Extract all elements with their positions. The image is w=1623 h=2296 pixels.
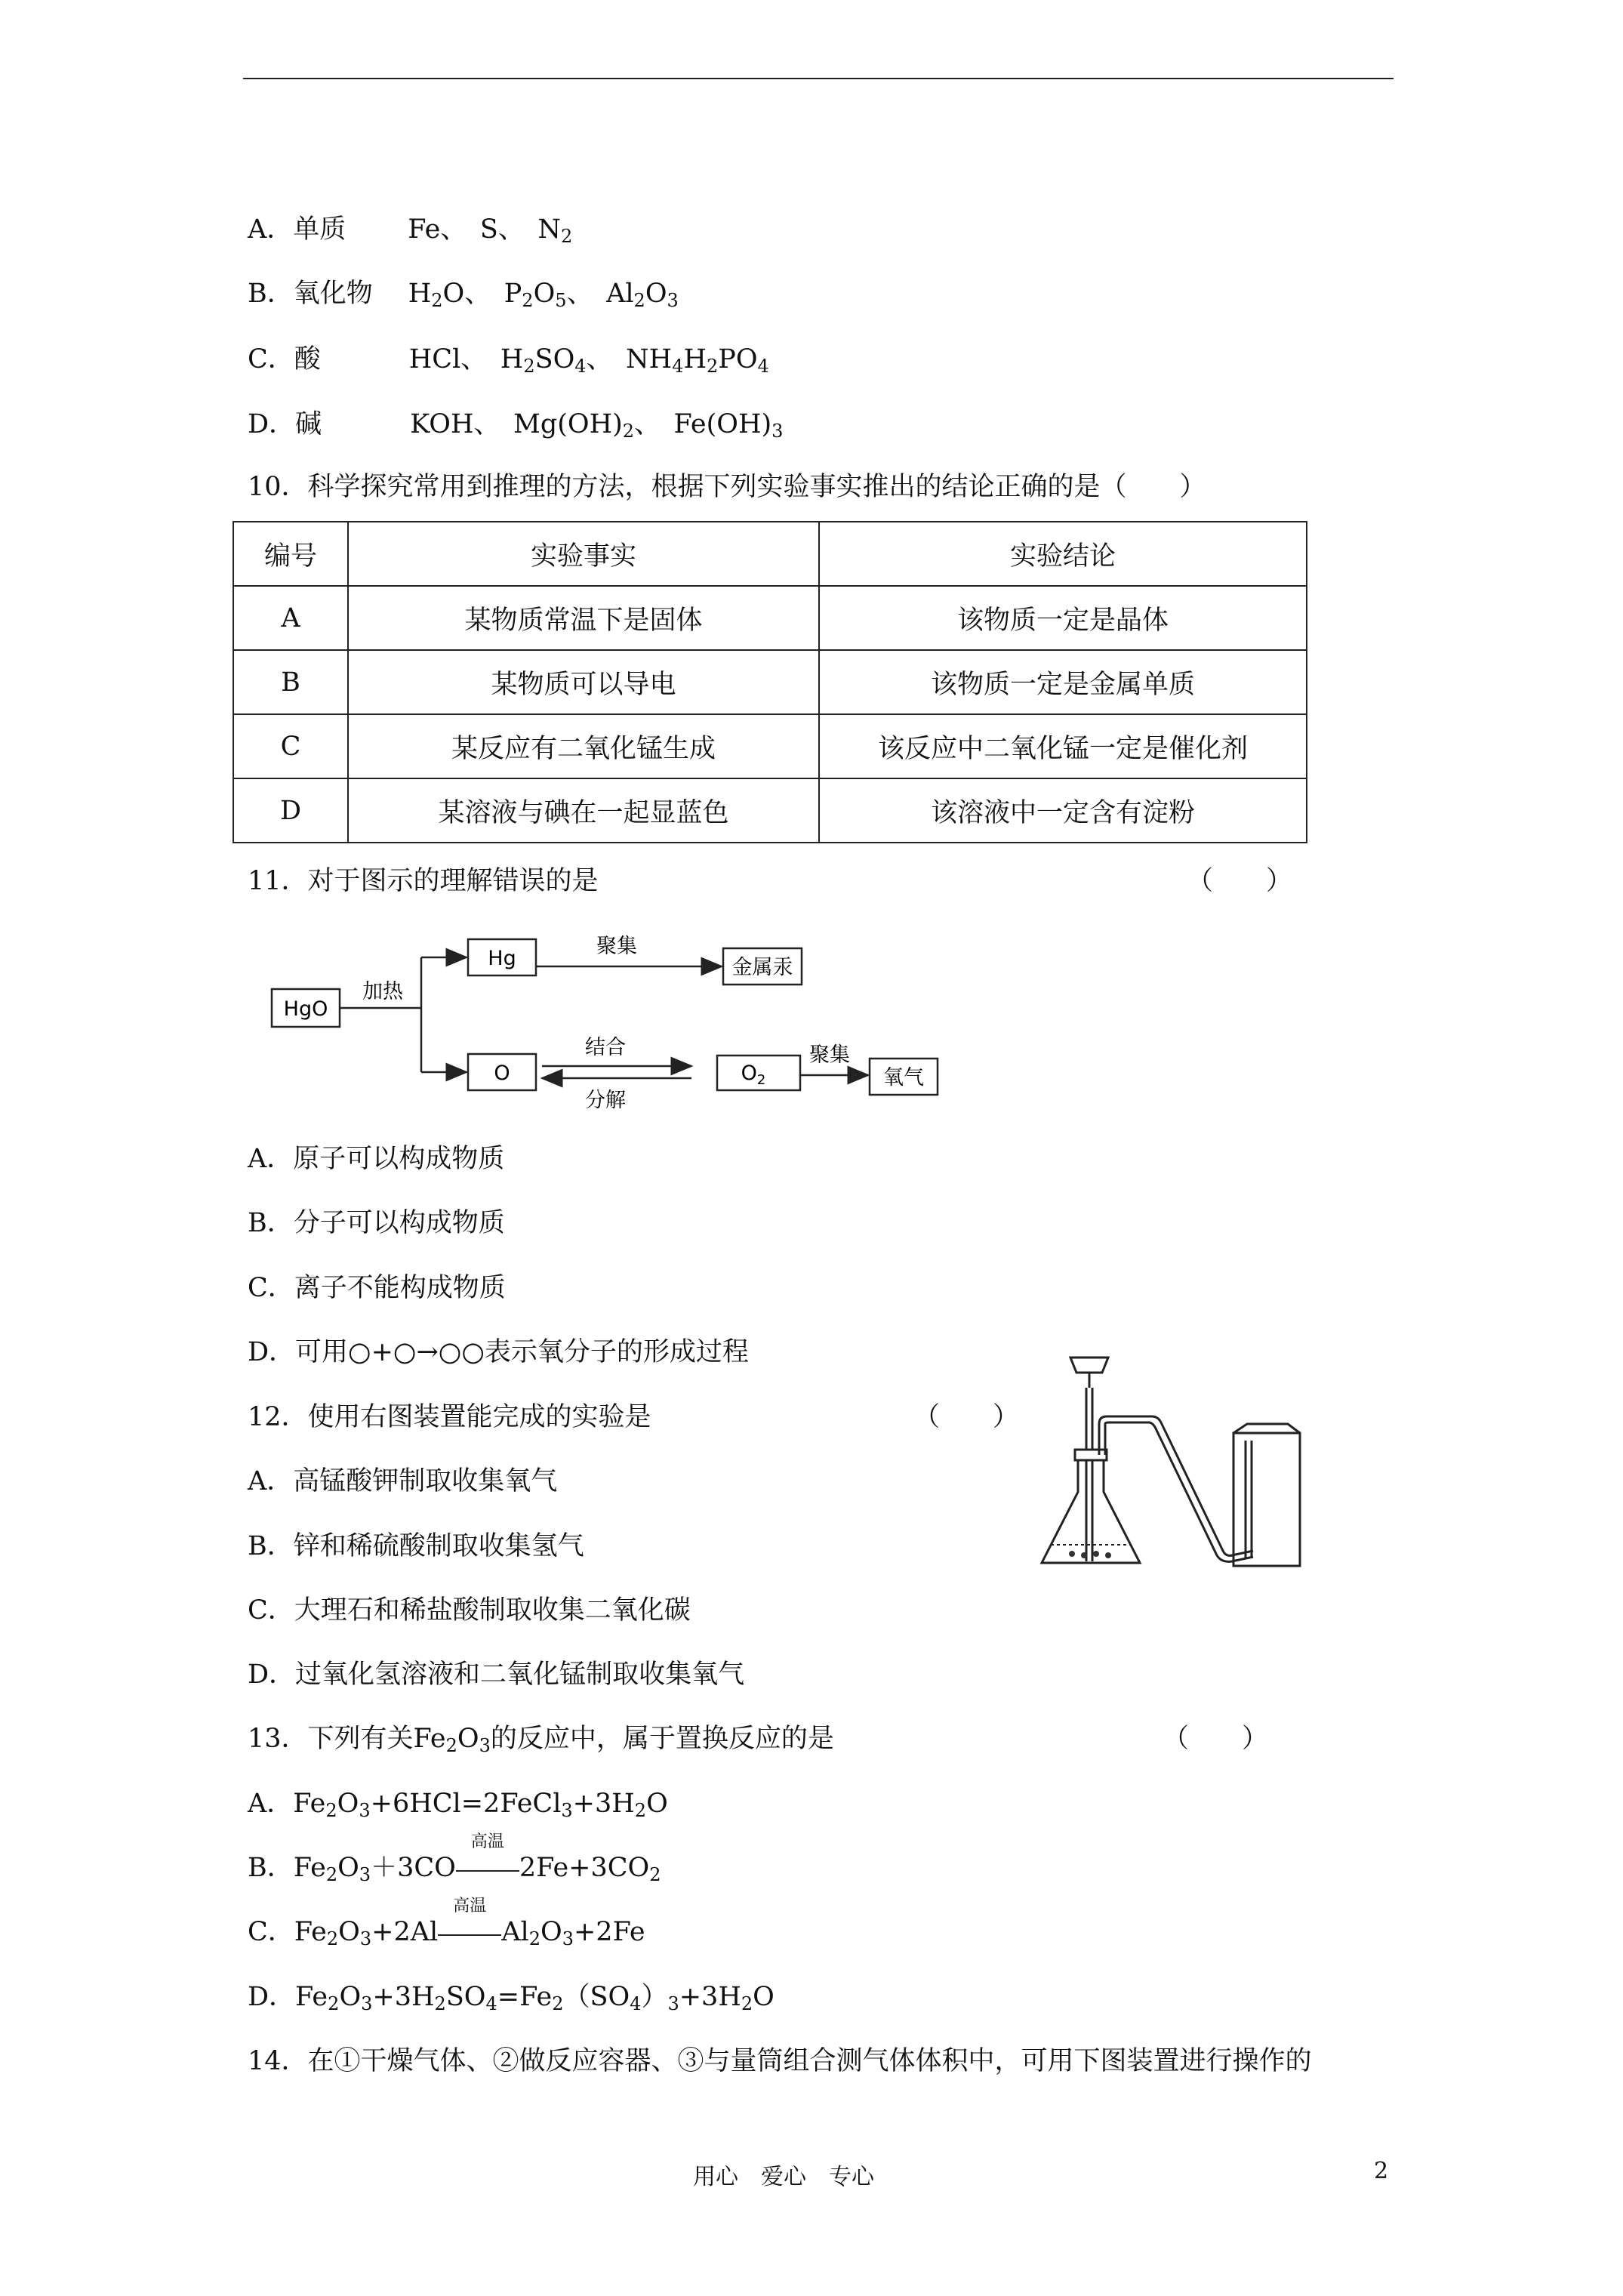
combine-label: 结合 (585, 1036, 626, 1059)
table-cell: 该反应中二氧化锰一定是催化剂 (819, 714, 1307, 778)
q10-table (233, 521, 1307, 843)
reaction-condition: 高温 (438, 1913, 501, 1951)
table-cell: B (233, 650, 348, 714)
decompose-label: 分解 (585, 1089, 626, 1112)
table-cell: 某溶液与碘在一起显蓝色 (348, 778, 819, 843)
table-header-cell: 编号 (233, 522, 348, 586)
table-cell: 该溶液中一定含有淀粉 (819, 778, 1307, 843)
q12-option-c: C．大理石和稀盐酸制取收集二氧化碳 (248, 1595, 691, 1626)
q11-stem: 11．对于图示的理解错误的是 (248, 866, 599, 896)
q13-option-c: C．$Fe_2O_3+2Al$ 高温 $Al_2O_3+2Fe$ (248, 1897, 645, 1949)
heat-label: 加热 (362, 980, 403, 1003)
q11-option-d: D．可用○+○→○○表示氧分子的形成过程 (248, 1337, 749, 1367)
q9-option-a: A．单质 Fe、 S、 $N_2$ (248, 214, 573, 247)
table-cell: 该物质一定是晶体 (819, 586, 1307, 650)
gas-apparatus-diagram (1027, 1351, 1329, 1578)
q13-option-b: B．$Fe_2O_3+3CO$ 高温 $2Fe+3CO_2$ (248, 1832, 661, 1885)
table-row (233, 714, 1307, 778)
table-cell: 某物质可以导电 (348, 650, 819, 714)
table-header-cell: 实验事实 (348, 522, 819, 586)
table-row (233, 650, 1307, 714)
q14-stem: 14．在①干燥气体、②做反应容器、③与量筒组合测气体体积中，可用下图装置进行操作的 (248, 2046, 1312, 2076)
q13-option-a: A．$Fe_2O_3+6HCl=2FeCl_3+3H_2O$ (248, 1789, 668, 1821)
q11-option-c: C．离子不能构成物质 (248, 1273, 506, 1303)
page-number: 2 (1374, 2158, 1389, 2184)
table-cell: A (233, 586, 348, 650)
q13-stem: 13．下列有关$Fe_2O_3$的反应中，属于置换反应的是 (248, 1724, 834, 1756)
q9-option-b: B．氧化物 $H_2O$、 $P_2O_5$、 $Al_2O_3$ (248, 279, 679, 311)
table-header-cell: 实验结论 (819, 522, 1307, 586)
q12-option-b: B．锌和稀硫酸制取收集氢气 (248, 1531, 584, 1561)
q9-option-d: D．碱 KOH、 $Mg(OH)_2$、 $Fe(OH)_3$ (248, 409, 784, 442)
o2-molecule-label: $O_2$ (741, 1062, 766, 1088)
q13-answer-paren: （ ） (1163, 1724, 1269, 1754)
q13-option-d: D．$Fe_2O_3+3H_2SO_4=Fe_2(SO_4)_3+3H_2O$ (248, 1982, 775, 2014)
table-cell: 该物质一定是金属单质 (819, 650, 1307, 714)
footer-motto: 用心 爱心 专心 (693, 2164, 874, 2190)
q12-answer-paren: （ ） (913, 1402, 1020, 1432)
table-header-row (233, 522, 1307, 586)
gather-label-2: 聚集 (809, 1043, 850, 1067)
table-cell: 某反应有二氧化锰生成 (348, 714, 819, 778)
q10-stem: 10．科学探究常用到推理的方法，根据下列实验事实推出的结论正确的是（ ） (248, 472, 1206, 502)
table-cell: D (233, 778, 348, 843)
hg-label: Hg (488, 947, 516, 970)
table-row (233, 586, 1307, 650)
oxygen-gas-label: 氧气 (883, 1066, 924, 1089)
q11-option-b: B．分子可以构成物质 (248, 1208, 505, 1238)
hgo-label: HgO (283, 997, 328, 1021)
q12-option-a: A．高锰酸钾制取收集氧气 (248, 1466, 558, 1496)
table-cell: C (233, 714, 348, 778)
mercury-metal-label: 金属汞 (731, 956, 793, 979)
header-rule (243, 78, 1394, 79)
reaction-condition: 高温 (456, 1849, 519, 1887)
o-atom-label: O (494, 1062, 510, 1085)
q9-option-c: C．酸 HCl、 $H_2SO_4$、 $NH_4H_2PO_4$ (248, 344, 769, 377)
hgo-decomposition-diagram (264, 927, 959, 1116)
q12-option-d: D．过氧化氢溶液和二氧化锰制取收集氧气 (248, 1660, 745, 1690)
q11-answer-paren: （ ） (1187, 866, 1293, 896)
q12-stem: 12．使用右图装置能完成的实验是 (248, 1402, 651, 1432)
table-row (233, 778, 1307, 843)
gather-label-1: 聚集 (596, 935, 637, 958)
q11-option-a: A．原子可以构成物质 (248, 1144, 505, 1174)
table-cell: 某物质常温下是固体 (348, 586, 819, 650)
